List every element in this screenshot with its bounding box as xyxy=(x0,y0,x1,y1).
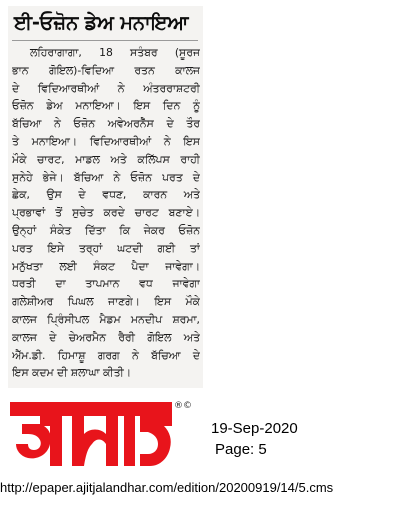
article-line: ਧਰਤੀ ਦਾ ਤਾਪਮਾਨ ਵਧ ਜਾਵੇਗਾ xyxy=(12,277,200,291)
article-line: ਗਲੇਸ਼ੀਅਰ ਪਿਘਲ ਜਾਣਗੇ। ਇਸ ਮੌਕੇ xyxy=(12,295,200,309)
registered-mark: ®© xyxy=(174,401,192,411)
article-line: ਸੁਨੇਹੇ ਭੇਜੇ। ਬੱਚਿਆ ਨੇ ਓਜ਼ੋਨ ਪਰਤ ਦੇ xyxy=(12,170,200,184)
ajit-logo xyxy=(6,398,196,478)
headline-divider xyxy=(12,40,198,41)
article-line: ਪਰਤ ਇਸੇ ਤਰ੍ਹਾਂ ਘਟਦੀ ਗਈ ਤਾਂ xyxy=(12,241,200,255)
article-line: ਦੇ ਵਿਦਿਆਰਥੀਆਂ ਨੇ ਅੰਤਰਰਾਸ਼ਟਰੀ xyxy=(12,81,200,95)
ajit-logo-mark xyxy=(10,402,172,466)
article-line: ਲਹਿਰਾਗਾਗਾ, 18 ਸਤੰਬਰ (ਸੂਰਜ xyxy=(30,46,200,59)
article-body xyxy=(12,44,200,382)
article-line: ਭਾਨ ਗੋਇਲ)-ਵਿਦਿਆ ਰਤਨ ਕਾਲਜ xyxy=(12,63,200,77)
edition-url[interactable]: http://epaper.ajitjalandhar.com/edition/20200919/14/5.cms xyxy=(0,480,334,495)
article-line: ਕਾਲਜ ਦੇ ਚੇਅਰਮੈਨ ਰੈਰੀ ਗੋਇਲ ਅਤੇ xyxy=(12,330,200,344)
ajit-logo-lettering: ਅਜੀਤ xyxy=(6,398,9,399)
edition-date: 19-Sep-2020 xyxy=(211,420,298,437)
edition-page: Page: 5 xyxy=(215,441,267,458)
article-line: ਉਨ੍ਹਾਂ ਸੰਕੇਤ ਦਿੱਤਾ ਕਿ ਜੇਕਰ ਓਜ਼ੋਨ xyxy=(12,223,200,237)
article-line: ਇਸ ਕਦਮ ਦੀ ਸ਼ਲਾਘਾ ਕੀਤੀ। xyxy=(12,366,132,380)
article-line: ਓਜ਼ੋਨ ਡੇਅ ਮਨਾਇਆ। ਇਸ ਦਿਨ ਨੂੰ xyxy=(12,99,200,113)
article-line: ਐੱਮ.ਡੀ. ਹਿਮਾਸ਼ੂ ਗਰਗ ਨੇ ਬੱਚਿਆ ਦੇ xyxy=(12,348,200,362)
article-line: ਕਾਲਜ ਪ੍ਰਿੰਸੀਪਲ ਮੈਡਮ ਮਨਦੀਪ ਸ਼ਰਮਾ, xyxy=(12,312,200,326)
article-line: ਤੇ ਮਨਾਇਆ। ਵਿਦਿਆਰਥੀਆਂ ਨੇ ਇਸ xyxy=(12,134,200,148)
article-line: ਮਨੁੱਖਤਾ ਲਈ ਸੰਕਟ ਪੈਦਾ ਜਾਵੇਗਾ। xyxy=(12,259,200,273)
article-line: ਪ੍ਰਭਾਵਾਂ ਤੋਂ ਸੁਚੇਤ ਕਰਦੇ ਚਾਰਟ ਬਣਾਏ। xyxy=(12,206,200,220)
article-line: ਮੌਕੇ ਚਾਰਟ, ਮਾਡਲ ਅਤੇ ਕਲਿੱਪਸ ਰਾਹੀ xyxy=(12,152,200,166)
news-clipping xyxy=(8,6,203,388)
article-line: ਬੱਚਿਆ ਨੇ ਓਜ਼ੋਨ ਅਵੇਅਰਨੈੱਸ ਦੇ ਤੌਰ xyxy=(12,117,200,131)
article-line: ਛੇਕ, ਉਸ ਦੇ ਵਧਣ, ਕਾਰਨ ਅਤੇ xyxy=(12,188,200,202)
article-headline: ਈ-ਓਜ਼ੋਨ ਡੇਅ ਮਨਾਇਆ xyxy=(14,11,189,34)
